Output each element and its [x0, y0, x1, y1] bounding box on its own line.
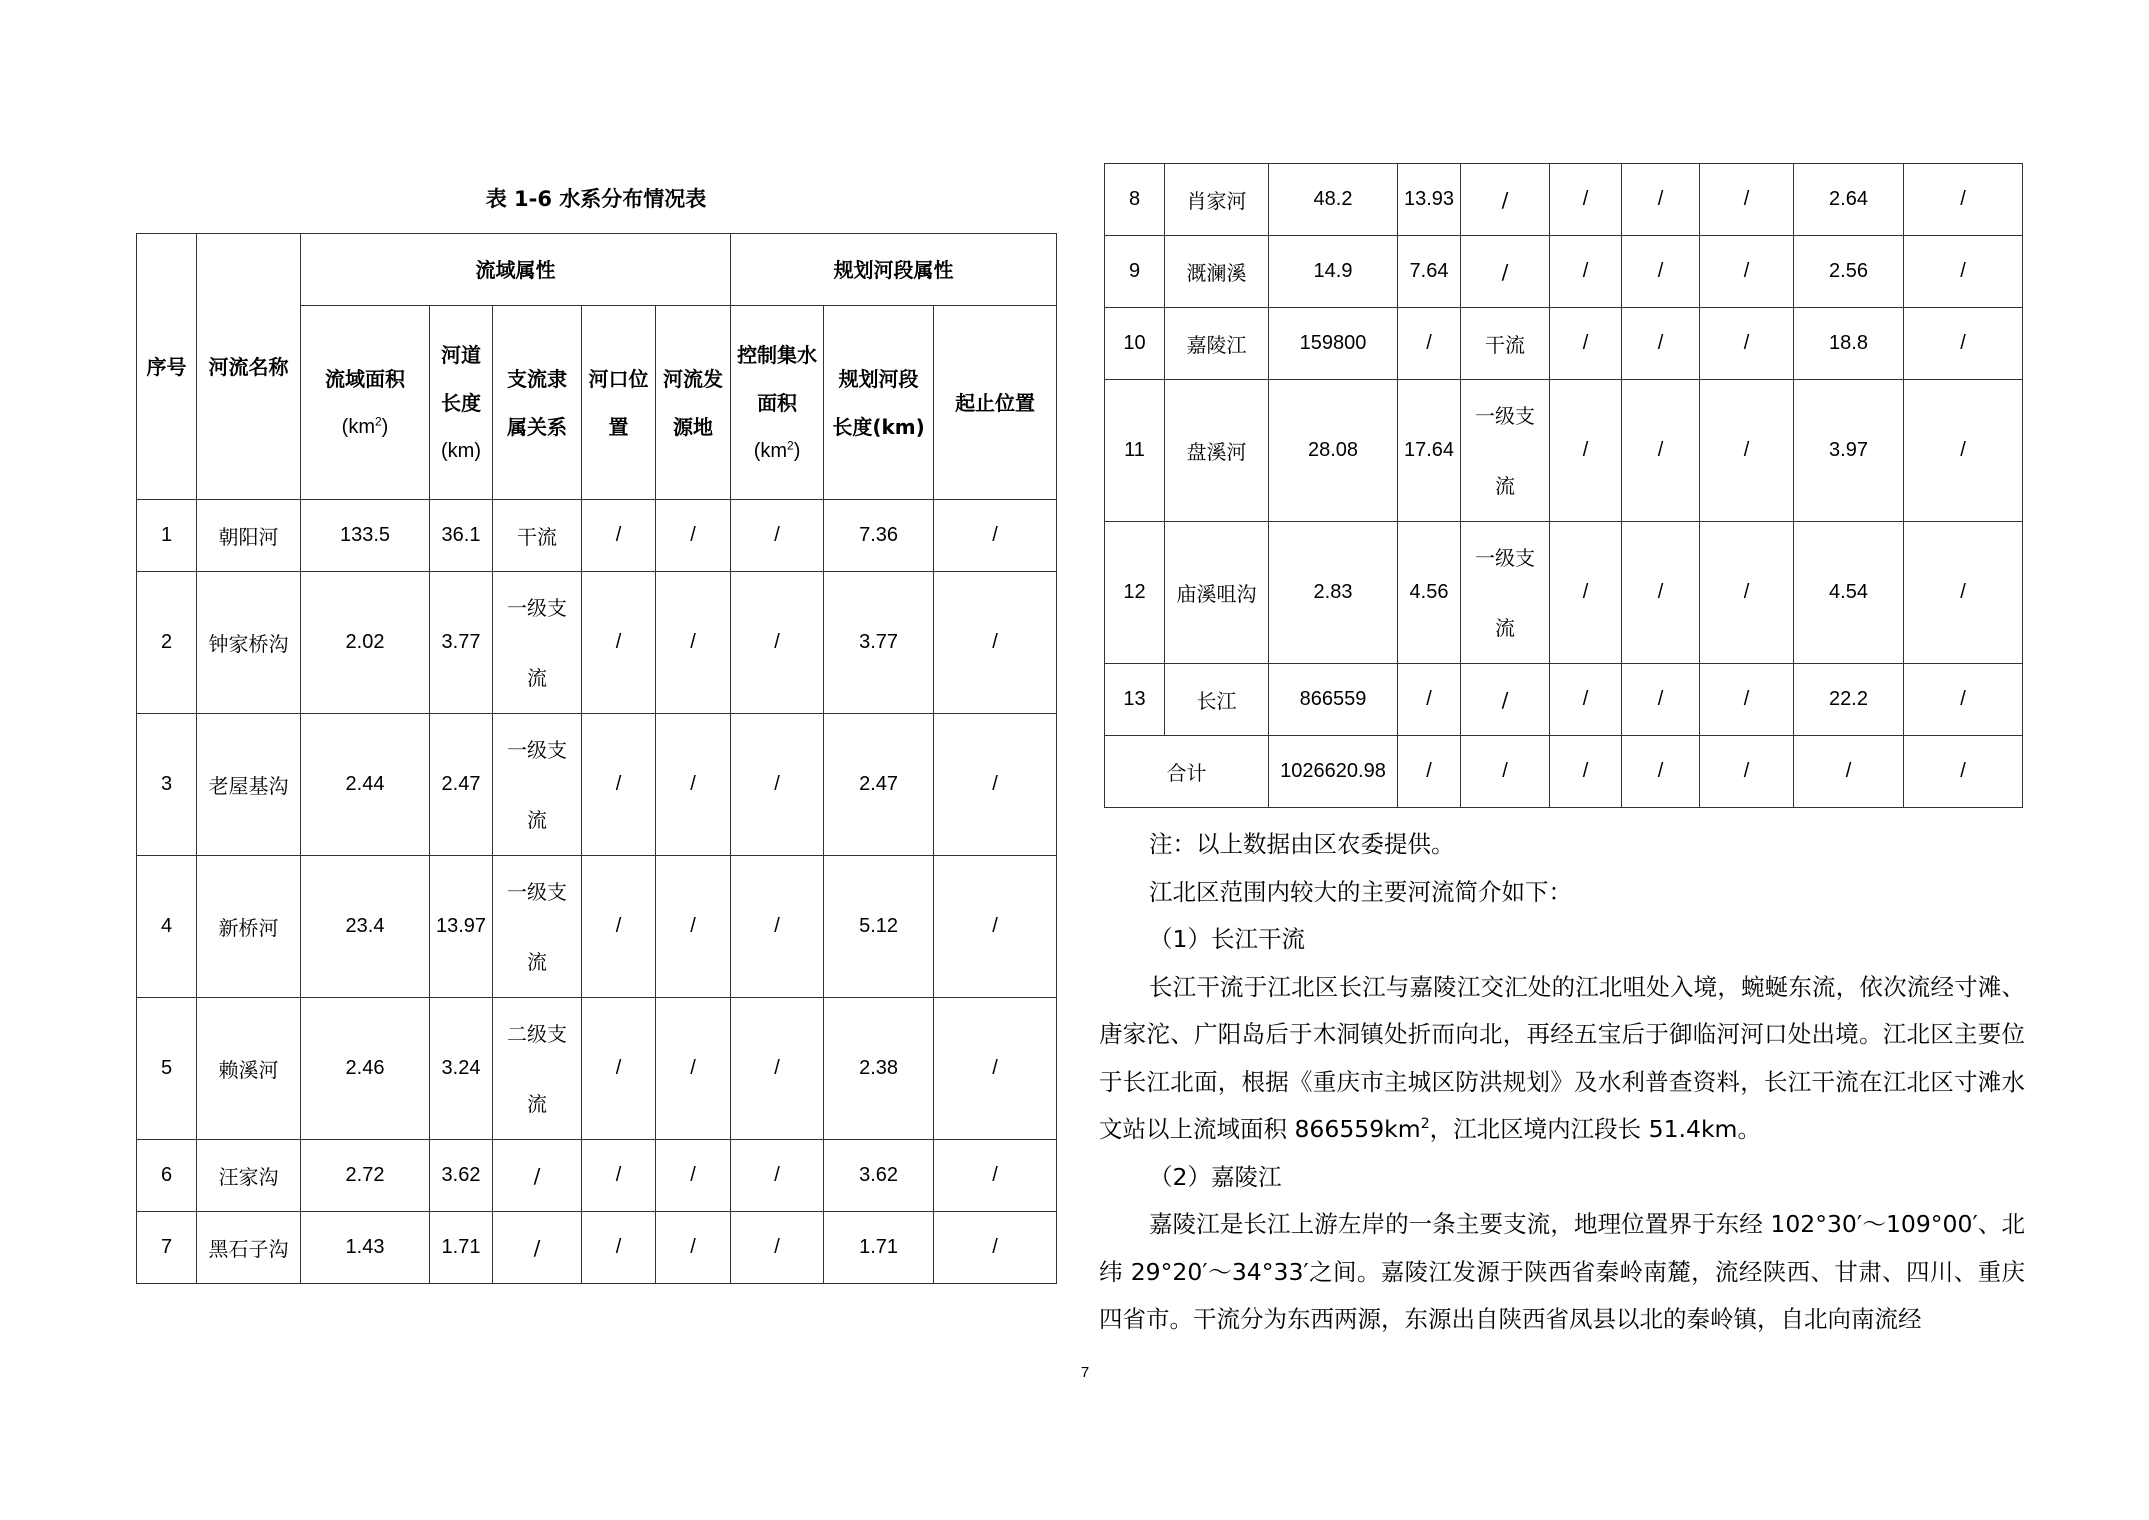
unit-sup: 2: [1420, 1116, 1430, 1133]
cell-plan: 7.36: [824, 500, 934, 572]
cell-source: /: [1622, 664, 1700, 736]
cell-length: 3.24: [430, 998, 493, 1140]
cell-length: 36.1: [430, 500, 493, 572]
cell-length: 17.64: [1398, 380, 1461, 522]
cell-trib: /: [493, 1212, 582, 1284]
cell-total-plan: /: [1794, 736, 1904, 808]
header-plan-length-1: 规划河段: [838, 366, 919, 391]
paragraph-yangtze-tail: ，江北区境内江段长 51.4km。: [1429, 1115, 1761, 1143]
cell-total-label: 合计: [1105, 736, 1269, 808]
cell-ctrl: /: [1700, 664, 1794, 736]
table-row: [137, 1140, 1057, 1212]
cell-estuary: /: [582, 998, 656, 1140]
cell-ctrl: /: [1700, 522, 1794, 664]
cell-estuary: /: [1550, 236, 1622, 308]
cell-estuary: /: [582, 1140, 656, 1212]
table-row: [137, 856, 1057, 998]
header-channel-length-2: 长度: [441, 390, 481, 415]
cell-no: 6: [137, 1140, 197, 1212]
cell-estuary: /: [582, 1212, 656, 1284]
table-row: [1105, 522, 2023, 664]
header-basin-area: [301, 306, 430, 500]
cell-plan: 2.47: [824, 714, 934, 856]
paragraph-yangtze-text: 长江干流于江北区长江与嘉陵江交汇处的江北咀处入境，蜿蜒东流，依次流经寸滩、唐家沱、广阳岛后于木洞镇处折而向北，再经五宝后于御临河河口处出境。江北区主要位于长江北面，根据《重庆市主城区防洪规划》及水利普查资料，长江干流在江北区寸滩水文站以上流域面积 866559km: [1099, 972, 2025, 1143]
table-row: [137, 572, 1057, 714]
cell-source: /: [656, 500, 731, 572]
cell-pos: /: [934, 714, 1057, 856]
section-heading-yangtze: （1）长江干流: [1149, 925, 1305, 953]
cell-length: 13.97: [430, 856, 493, 998]
cell-no: 13: [1105, 664, 1165, 736]
paragraph-jialing: 嘉陵江是长江上游左岸的一条主要支流，地理位置界于东经 102°30′～109°00′、北纬 29°20′～34°33′之间。嘉陵江发源于陕西省秦岭南麓，流经陕西、甘肃、四川、重庆四省市。干流分为东西两源，东源出自陕西省凤县以北的秦岭镇，自北向南流经: [1099, 1210, 2025, 1333]
cell-pos: /: [1904, 236, 2023, 308]
header-channel-length: [430, 306, 493, 500]
cell-name: 肖家河: [1165, 164, 1269, 236]
cell-source: /: [656, 714, 731, 856]
unit-km: (km: [341, 415, 375, 438]
right-table-body: [1105, 164, 2023, 808]
cell-pos: /: [1904, 164, 2023, 236]
cell-plan: 3.77: [824, 572, 934, 714]
header-channel-length-3: (km): [441, 439, 481, 462]
cell-plan: 4.54: [1794, 522, 1904, 664]
cell-no: 12: [1105, 522, 1165, 664]
cell-length: 3.77: [430, 572, 493, 714]
cell-total-trib: /: [1461, 736, 1550, 808]
table-row: [1105, 664, 2023, 736]
cell-trib: 一级支流: [493, 856, 582, 998]
cell-area: 2.44: [301, 714, 430, 856]
data-source-note: 注：以上数据由区农委提供。: [1149, 830, 1455, 858]
cell-plan: 3.62: [824, 1140, 934, 1212]
cell-total-source: /: [1622, 736, 1700, 808]
cell-source: /: [656, 1140, 731, 1212]
cell-name: 黑石子沟: [197, 1212, 301, 1284]
header-estuary: [582, 306, 656, 500]
cell-plan: 22.2: [1794, 664, 1904, 736]
cell-source: /: [656, 1212, 731, 1284]
cell-estuary: /: [582, 714, 656, 856]
cell-trib: 干流: [1461, 308, 1550, 380]
cell-plan: 2.38: [824, 998, 934, 1140]
cell-ctrl: /: [731, 714, 824, 856]
cell-source: /: [656, 856, 731, 998]
cell-pos: /: [1904, 308, 2023, 380]
cell-estuary: /: [1550, 164, 1622, 236]
header-tributary-1: 支流隶: [507, 366, 567, 391]
cell-pos: /: [1904, 664, 2023, 736]
cell-name: 赖溪河: [197, 998, 301, 1140]
cell-length: 13.93: [1398, 164, 1461, 236]
header-source-2: 源地: [673, 414, 714, 439]
cell-area: 2.46: [301, 998, 430, 1140]
cell-length: /: [1398, 308, 1461, 380]
cell-plan: 2.64: [1794, 164, 1904, 236]
cell-source: /: [656, 998, 731, 1140]
total-row: [1105, 736, 2023, 808]
header-source: [656, 306, 731, 500]
cell-ctrl: /: [731, 572, 824, 714]
rivers-intro: 江北区范围内较大的主要河流简介如下：: [1149, 877, 1572, 906]
paragraph-yangtze: [1099, 964, 2025, 1154]
cell-area: 2.83: [1269, 522, 1398, 664]
cell-estuary: /: [1550, 522, 1622, 664]
notes-section: [1099, 821, 2025, 1344]
header-basin-area-label: 流域面积: [325, 366, 405, 391]
left-table-body: [137, 500, 1057, 1284]
cell-plan: 3.97: [1794, 380, 1904, 522]
cell-ctrl: /: [731, 500, 824, 572]
header-start-end: 起止位置: [934, 306, 1057, 500]
cell-estuary: /: [1550, 308, 1622, 380]
cell-trib: 一级支流: [1461, 522, 1550, 664]
cell-estuary: /: [582, 856, 656, 998]
cell-length: 1.71: [430, 1212, 493, 1284]
cell-no: 10: [1105, 308, 1165, 380]
cell-pos: /: [934, 500, 1057, 572]
table-row: [137, 998, 1057, 1140]
water-system-table-right: [1104, 163, 2023, 808]
cell-name: 朝阳河: [197, 500, 301, 572]
cell-trib: 一级支流: [493, 714, 582, 856]
header-basin-area-unit: [301, 403, 429, 451]
table-row: [137, 1212, 1057, 1284]
cell-pos: /: [1904, 522, 2023, 664]
cell-estuary: /: [1550, 380, 1622, 522]
water-system-table-left: [136, 233, 1057, 1284]
page-number: 7: [1080, 1364, 1090, 1381]
cell-area: 28.08: [1269, 380, 1398, 522]
cell-no: 3: [137, 714, 197, 856]
cell-area: 23.4: [301, 856, 430, 998]
header-river-name: 河流名称: [197, 234, 301, 500]
header-seq: 序号: [137, 234, 197, 500]
cell-ctrl: /: [731, 1140, 824, 1212]
header-plan-length-2: 长度(km): [832, 414, 925, 439]
header-tributary: [493, 306, 582, 500]
table-row: [1105, 236, 2023, 308]
cell-no: 2: [137, 572, 197, 714]
table-row: [137, 500, 1057, 572]
cell-plan: 5.12: [824, 856, 934, 998]
cell-length: 3.62: [430, 1140, 493, 1212]
cell-no: 9: [1105, 236, 1165, 308]
cell-trib: /: [493, 1140, 582, 1212]
cell-total-estuary: /: [1550, 736, 1622, 808]
cell-pos: /: [934, 1212, 1057, 1284]
cell-ctrl: /: [1700, 380, 1794, 522]
cell-total-length: /: [1398, 736, 1461, 808]
cell-name: 老屋基沟: [197, 714, 301, 856]
section-heading-jialing: （2）嘉陵江: [1149, 1162, 1282, 1191]
cell-ctrl: /: [731, 998, 824, 1140]
unit-close: ): [381, 415, 389, 438]
cell-no: 7: [137, 1212, 197, 1284]
header-plan-attr: 规划河段属性: [731, 234, 1057, 306]
cell-total-pos: /: [1904, 736, 2023, 808]
cell-area: 1.43: [301, 1212, 430, 1284]
cell-plan: 18.8: [1794, 308, 1904, 380]
cell-name: 钟家桥沟: [197, 572, 301, 714]
cell-total-ctrl: /: [1700, 736, 1794, 808]
table-row: [1105, 380, 2023, 522]
cell-ctrl: /: [731, 856, 824, 998]
cell-area: 159800: [1269, 308, 1398, 380]
cell-total-area: 1026620.98: [1269, 736, 1398, 808]
cell-name: 盘溪河: [1165, 380, 1269, 522]
header-estuary-1: 河口位: [588, 366, 649, 391]
table-row: [137, 714, 1057, 856]
cell-plan: 2.56: [1794, 236, 1904, 308]
cell-area: 133.5: [301, 500, 430, 572]
cell-no: 5: [137, 998, 197, 1140]
cell-trib: 二级支流: [493, 998, 582, 1140]
cell-pos: /: [934, 998, 1057, 1140]
cell-name: 庙溪咀沟: [1165, 522, 1269, 664]
cell-trib: /: [1461, 236, 1550, 308]
cell-source: /: [656, 572, 731, 714]
cell-estuary: /: [582, 500, 656, 572]
cell-name: 溉澜溪: [1165, 236, 1269, 308]
cell-no: 8: [1105, 164, 1165, 236]
cell-name: 汪家沟: [197, 1140, 301, 1212]
header-control-area: [731, 306, 824, 500]
cell-area: 14.9: [1269, 236, 1398, 308]
header-tributary-2: 属关系: [507, 414, 567, 439]
cell-trib: 干流: [493, 500, 582, 572]
header-plan-length: [824, 306, 934, 500]
cell-ctrl: /: [1700, 164, 1794, 236]
cell-length: /: [1398, 664, 1461, 736]
header-control-area-2: 面积: [757, 390, 798, 415]
cell-estuary: /: [582, 572, 656, 714]
cell-name: 新桥河: [197, 856, 301, 998]
cell-source: /: [1622, 308, 1700, 380]
header-channel-length-1: 河道: [441, 342, 481, 367]
cell-estuary: /: [1550, 664, 1622, 736]
header-control-area-3: [731, 427, 823, 475]
table-row: [1105, 164, 2023, 236]
cell-length: 7.64: [1398, 236, 1461, 308]
cell-pos: /: [934, 572, 1057, 714]
cell-trib: /: [1461, 164, 1550, 236]
cell-source: /: [1622, 522, 1700, 664]
header-basin-attr: 流域属性: [301, 234, 731, 306]
cell-source: /: [1622, 164, 1700, 236]
cell-trib: /: [1461, 664, 1550, 736]
cell-length: 4.56: [1398, 522, 1461, 664]
cell-pos: /: [934, 856, 1057, 998]
header-source-1: 河流发: [663, 366, 724, 391]
cell-no: 1: [137, 500, 197, 572]
cell-area: 48.2: [1269, 164, 1398, 236]
header-estuary-2: 置: [608, 414, 629, 439]
cell-ctrl: /: [1700, 236, 1794, 308]
header-control-area-1: 控制集水: [737, 342, 818, 367]
cell-source: /: [1622, 380, 1700, 522]
table-row: [1105, 308, 2023, 380]
table-caption: 表 1-6 水系分布情况表: [485, 187, 707, 211]
cell-ctrl: /: [731, 1212, 824, 1284]
cell-trib: 一级支流: [1461, 380, 1550, 522]
cell-no: 4: [137, 856, 197, 998]
cell-trib: 一级支流: [493, 572, 582, 714]
cell-source: /: [1622, 236, 1700, 308]
cell-name: 嘉陵江: [1165, 308, 1269, 380]
unit-km: (km: [753, 439, 788, 462]
cell-area: 866559: [1269, 664, 1398, 736]
unit-sup: 2: [787, 437, 794, 452]
cell-pos: /: [934, 1140, 1057, 1212]
cell-no: 11: [1105, 380, 1165, 522]
cell-plan: 1.71: [824, 1212, 934, 1284]
cell-area: 2.02: [301, 572, 430, 714]
unit-sup: 2: [374, 413, 382, 428]
unit-close: ): [793, 439, 801, 462]
cell-length: 2.47: [430, 714, 493, 856]
cell-pos: /: [1904, 380, 2023, 522]
cell-area: 2.72: [301, 1140, 430, 1212]
cell-ctrl: /: [1700, 308, 1794, 380]
cell-name: 长江: [1165, 664, 1269, 736]
